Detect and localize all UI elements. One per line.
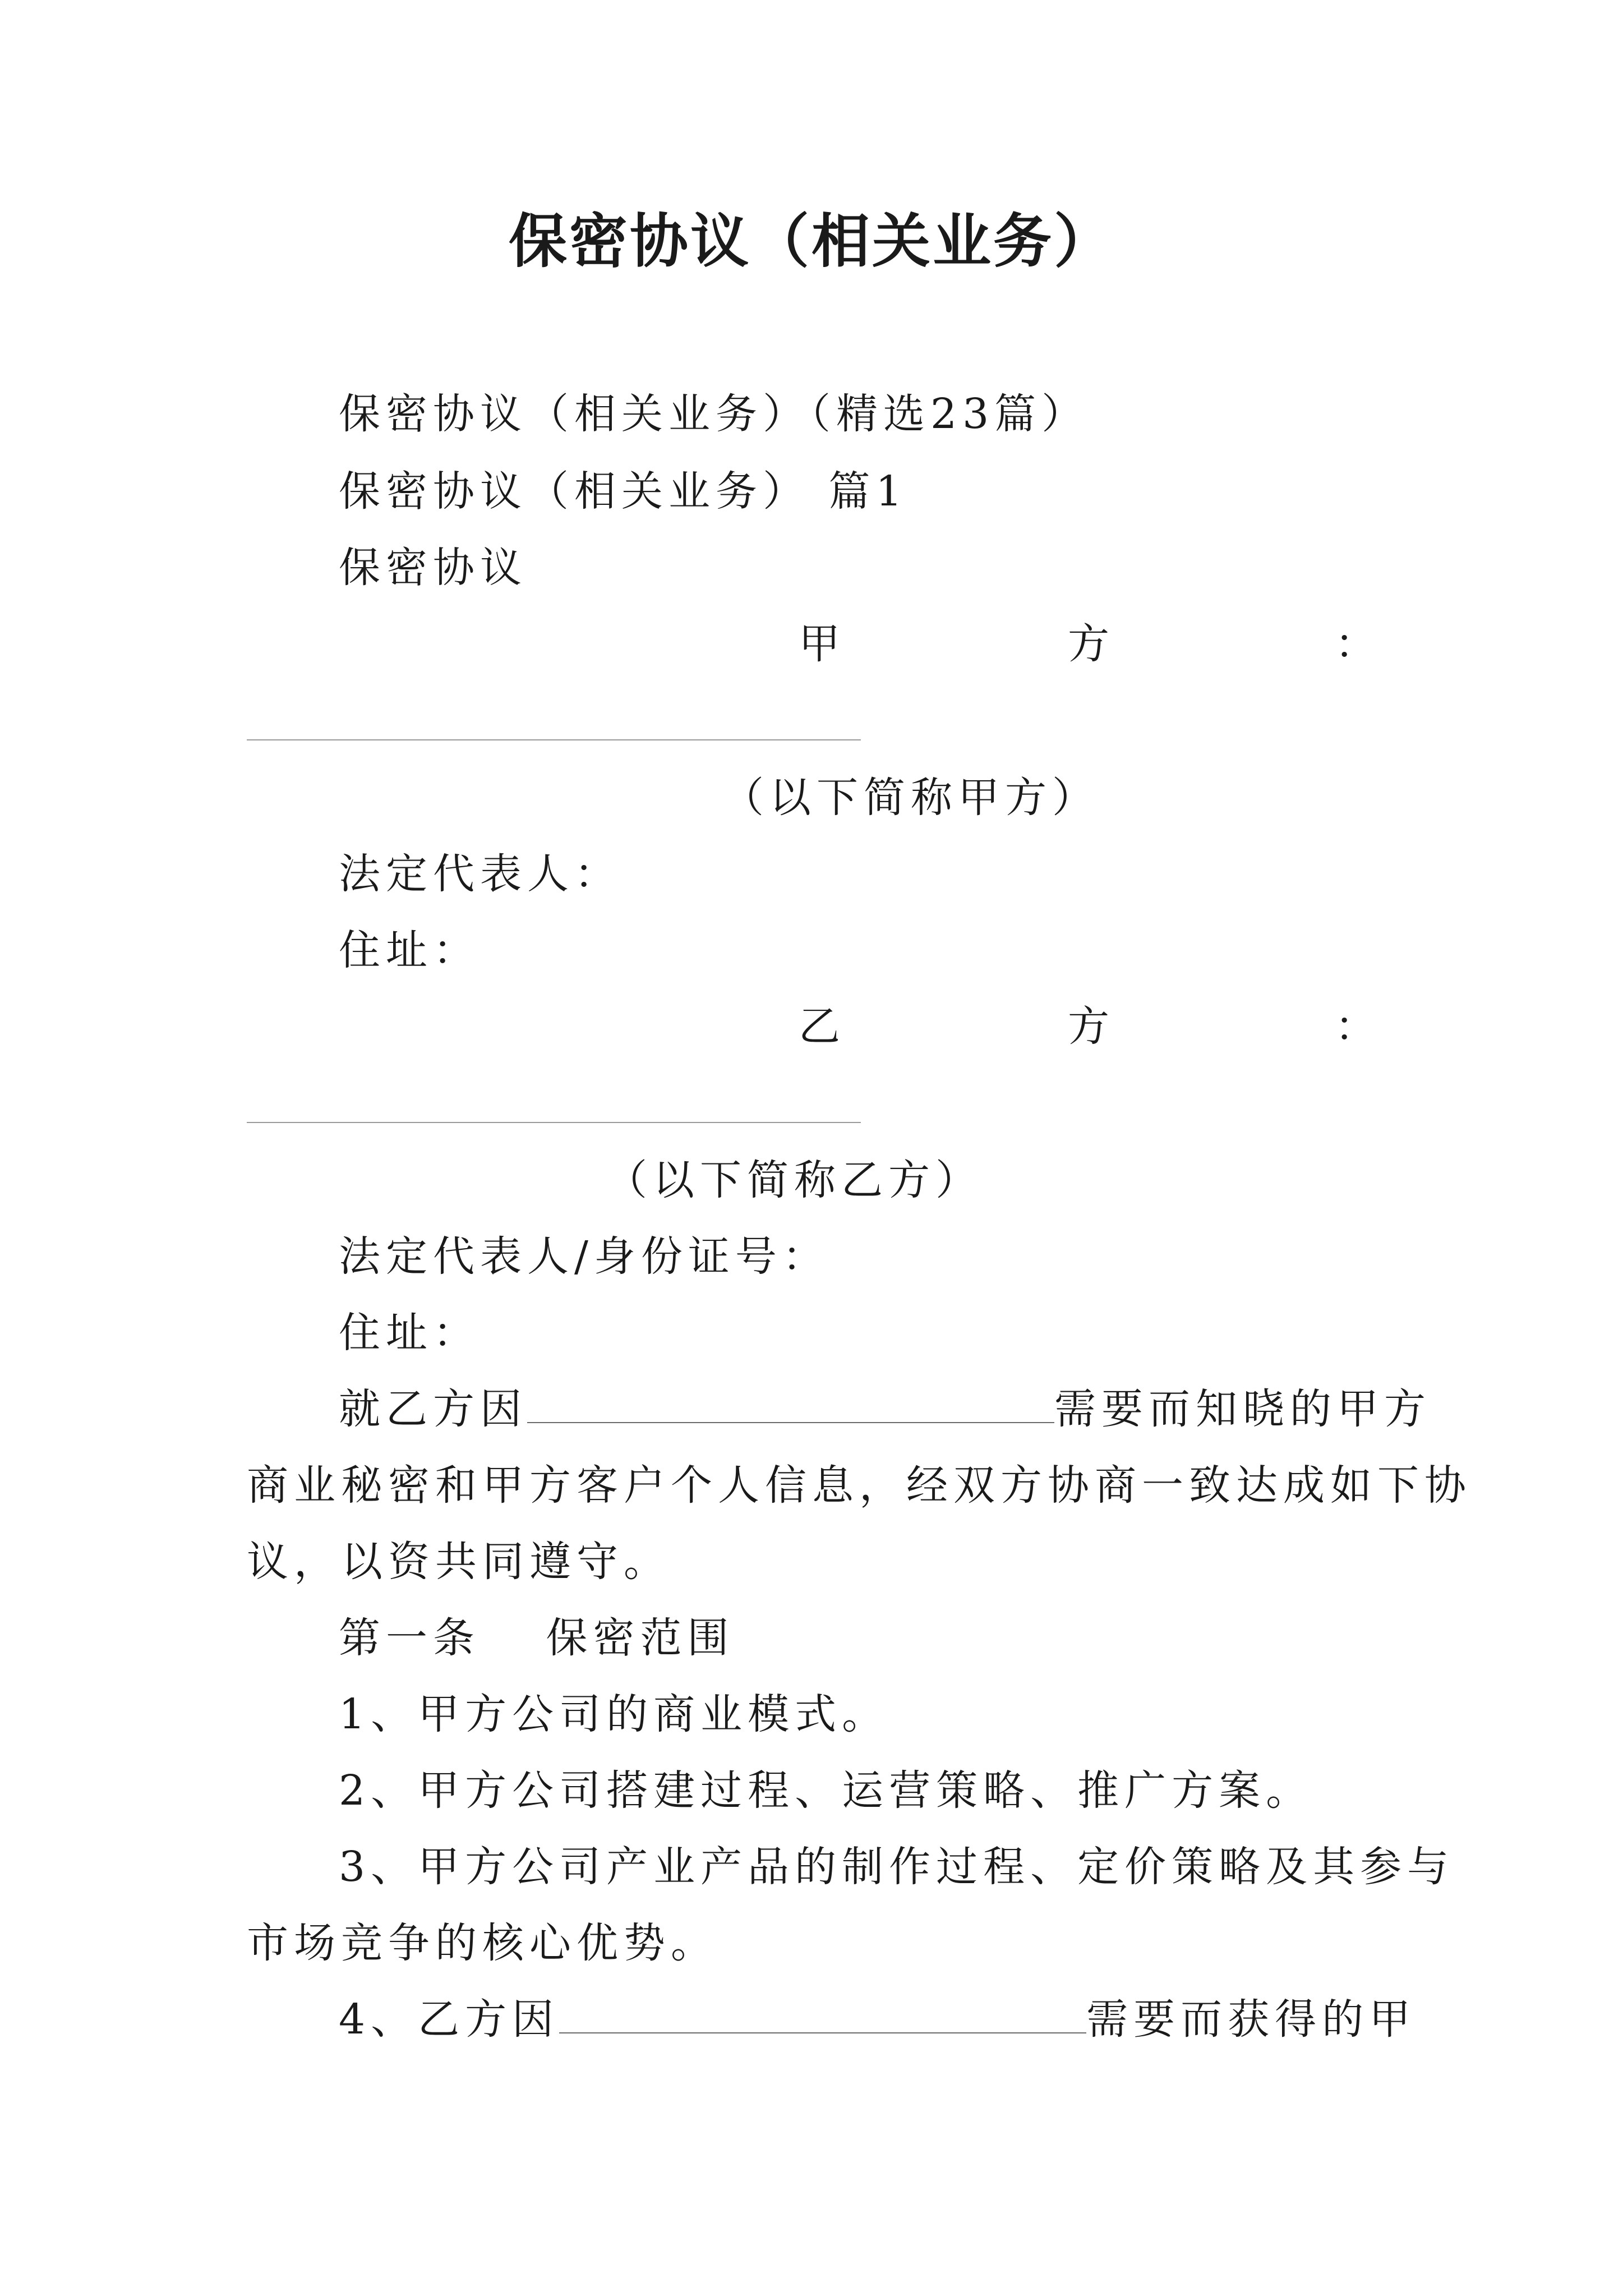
article1-heading: 第一条 保密范围 <box>339 1614 735 1662</box>
party-a-colon: ： <box>1335 620 1376 668</box>
article1-item4 <box>339 1991 1416 2047</box>
party-b-char1: 乙 <box>799 1002 840 1051</box>
article1-item1: 1、甲方公司的商业模式。 <box>339 1690 889 1738</box>
section-heading: 保密协议（相关业务） 篇1 <box>339 467 908 516</box>
doc-heading: 保密协议 <box>339 544 527 592</box>
party-a-char1: 甲 <box>799 620 840 668</box>
preamble-line2: 商业秘密和甲方客户个人信息，经双方协商一致达成如下协 <box>247 1461 1472 1510</box>
article1-item3-line1: 3、甲方公司产业产品的制作过程、定价策略及其参与 <box>339 1843 1455 1891</box>
preamble-text-1: 就乙方因 <box>339 1385 527 1433</box>
article1-item3-line2: 市场竞争的核心优势。 <box>247 1919 718 1967</box>
party-a-name-blank <box>247 739 861 740</box>
preamble-line3: 议，以资共同遵守。 <box>247 1538 671 1586</box>
article1-item2: 2、甲方公司搭建过程、运营策略、推广方案。 <box>339 1766 1313 1815</box>
party-b-note: （以下简称乙方） <box>606 1156 983 1204</box>
article1-item4-text-1: 4、乙方因 <box>339 1995 560 2044</box>
party-b-name-blank <box>247 1122 861 1123</box>
preamble-line1 <box>339 1381 1431 1437</box>
party-b-rep-label: 法定代表人/身份证号： <box>339 1232 829 1281</box>
document-title: 保密协议（相关业务） <box>508 206 1114 275</box>
party-a-note: （以下简称甲方） <box>722 774 1099 822</box>
preamble-reason-blank <box>527 1383 1054 1423</box>
article1-item4-blank <box>559 1993 1086 2033</box>
article1-item4-text-2: 需要而获得的甲 <box>1086 1995 1417 2044</box>
party-a-addr-label: 住址： <box>339 926 480 974</box>
subtitle-line: 保密协议（相关业务）（精选23篇） <box>339 390 1089 438</box>
party-b-addr-label: 住址： <box>339 1309 480 1357</box>
preamble-text-2: 需要而知晓的甲方 <box>1054 1385 1431 1433</box>
party-a-char2: 方 <box>1068 620 1109 668</box>
party-b-char2: 方 <box>1068 1002 1109 1051</box>
party-a-rep-label: 法定代表人： <box>339 850 621 898</box>
party-b-colon: ： <box>1335 1002 1376 1051</box>
